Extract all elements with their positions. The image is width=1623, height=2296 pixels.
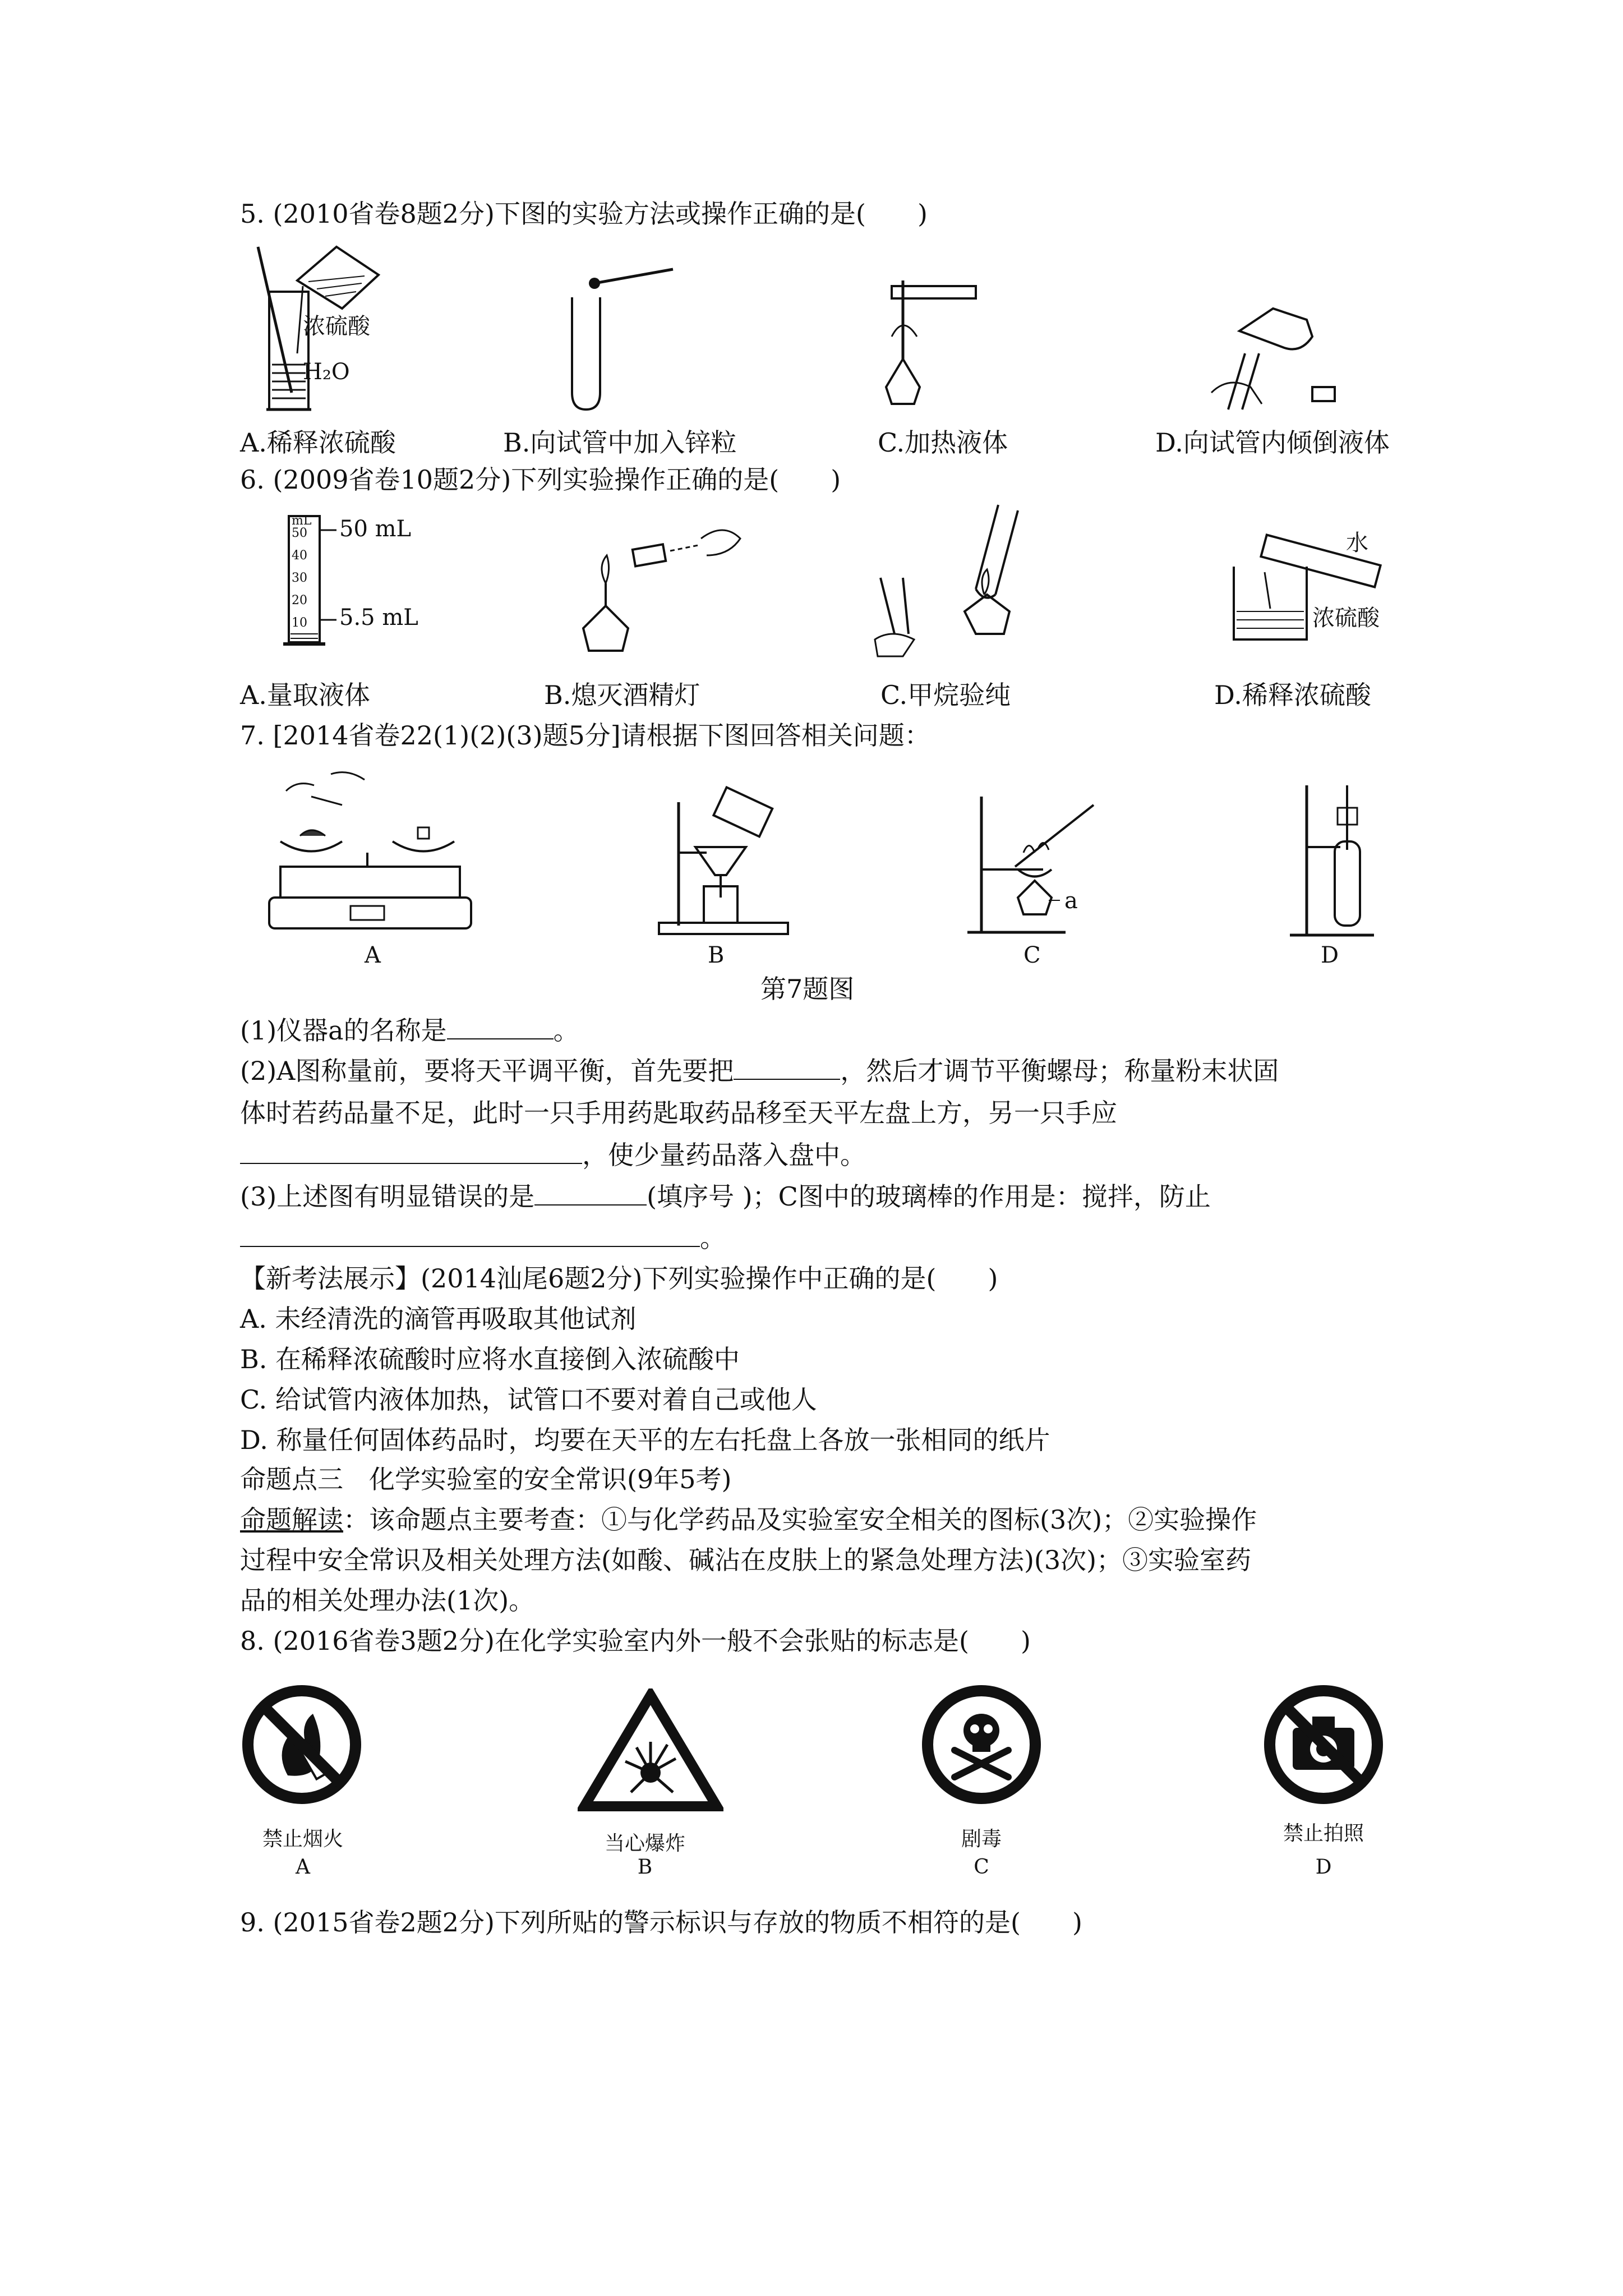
q7-part2-l2: 体时若药品量不足，此时一只手用药匙取药品移至天平左盘上方，另一只手应 [240,1098,1117,1128]
q6-ml-label: mL [292,514,312,528]
q7-part1: (1)仪器a的名称是 。 [240,1015,579,1046]
q7-fig-label-b: B [708,942,725,968]
q6-stem: 6. (2009省卷10题2分)下列实验操作正确的是( ) [240,464,841,495]
q5-water-label: H₂O [303,359,350,385]
q5-option-d: D.向试管内倾倒液体 [1155,427,1390,458]
q7-caption: 第7题图 [760,974,855,1004]
sign-d-caption: 禁止拍照 [1283,1822,1364,1845]
q6-water-label: 水 [1346,530,1368,556]
sign-a-letter: A [296,1856,310,1879]
q6-tick-50: 50 [292,526,307,540]
new-method-option-b: B. 在稀释浓硫酸时应将水直接倒入浓硫酸中 [240,1344,740,1374]
point3-title: 命题点三 化学实验室的安全常识(9年5考) [240,1464,732,1494]
q7-part2-l3: ，使少量药品落入盘中。 [240,1139,866,1171]
q7-fig-label-c: C [1023,942,1041,968]
q7-figure-a-balance [258,763,494,942]
q6-acid-label: 浓硫酸 [1312,605,1380,631]
q6-figure-d-dilute [1228,527,1413,656]
new-method-option-a: A. 未经清洗的滴管再吸取其他试剂 [240,1304,637,1334]
q7-figure-b-filter [656,785,796,937]
sign-c-caption: 剧毒 [961,1828,1002,1851]
sign-b-letter: B [637,1856,653,1879]
q6-figure-c-methane [864,499,1049,668]
q6-figure-a-cylinder [269,505,454,656]
q5-acid-label: 浓硫酸 [303,314,370,339]
q5-stem: 5. (2010省卷8题2分)下图的实验方法或操作正确的是( ) [240,199,928,229]
q6-option-c: C.甲烷验纯 [880,680,1011,710]
q5-figure-a-dilute [247,241,432,421]
sign-b-caption: 当心爆炸 [604,1832,685,1855]
sign-d-letter: D [1315,1856,1332,1879]
q7-fig-label-d: D [1321,942,1339,968]
new-method-option-d: D. 称量任何固体药品时，均要在天平的左右托盘上各放一张相同的纸片 [240,1425,1050,1455]
q7-part2-l1: (2)A图称量前，要将天平调平衡，首先要把 ，然后才调节平衡螺母；称量粉末状固 [240,1056,1279,1086]
q6-option-b: B.熄灭酒精灯 [544,680,700,710]
q7-part3-l1: (3)上述图有明显错误的是 (填序号 )；C图中的玻璃棒的作用是：搅拌，防止 [240,1181,1211,1212]
explosion-warning-sign-icon [578,1688,723,1812]
q6-50ml-label: 50 mL [339,516,412,542]
q6-tick-40: 40 [292,549,307,563]
q5-option-a: A.稀释浓硫酸 [240,427,396,458]
q8-stem: 8. (2016省卷3题2分)在化学实验室内外一般不会张贴的标志是( ) [240,1626,1031,1656]
q6-option-d: D.稀释浓硫酸 [1214,680,1371,710]
q5-figure-b-test-tube [561,252,690,415]
q6-option-a: A.量取液体 [240,680,370,710]
point3-interp-l3: 品的相关处理办法(1次)。 [240,1585,535,1616]
sign-c-letter: C [974,1856,989,1879]
q6-tick-10: 10 [292,616,307,630]
no-photography-sign-icon [1262,1683,1385,1806]
sign-a-caption: 禁止烟火 [262,1828,343,1851]
q7-fig-label-a: A [365,942,381,968]
new-method-option-c: C. 给试管内液体加热，试管口不要对着自己或他人 [240,1384,817,1415]
q6-tick-20: 20 [292,593,307,608]
point3-interp-l2: 过程中安全常识及相关处理方法(如酸、碱沾在皮肤上的紧急处理方法)(3次)；③实验室药 [240,1545,1252,1575]
no-fire-sign-icon [240,1683,363,1806]
q9-stem: 9. (2015省卷2题2分)下列所贴的警示标识与存放的物质不相符的是( ) [240,1907,1082,1938]
toxic-sign-icon [920,1683,1043,1806]
q7-figure-c-evaporate [965,785,1110,942]
q5-figure-c-heat-liquid [875,275,998,421]
point3-interp-l1: 命题解读：该命题点主要考查：①与化学药品及实验室安全相关的图标(3次)；②实验操作 [240,1504,1257,1535]
q6-55ml-label: 5.5 mL [339,605,418,631]
q7-part3-l2: 。 [240,1222,726,1254]
q5-option-c: C.加热液体 [878,427,1008,458]
q5-figure-d-pour-liquid [1206,292,1352,421]
q5-option-b: B.向试管中加入锌粒 [503,427,737,458]
q7-stem: 7. [2014省卷22(1)(2)(3)题5分]请根据下图回答相关问题： [240,720,930,751]
q6-figure-b-extinguish [572,516,763,662]
q7-figure-d-tube-clamp [1284,774,1396,942]
q7-label-a: a [1064,888,1078,914]
new-method-stem: 【新考法展示】(2014汕尾6题2分)下列实验操作中正确的是( ) [240,1263,998,1294]
q6-tick-30: 30 [292,571,307,585]
